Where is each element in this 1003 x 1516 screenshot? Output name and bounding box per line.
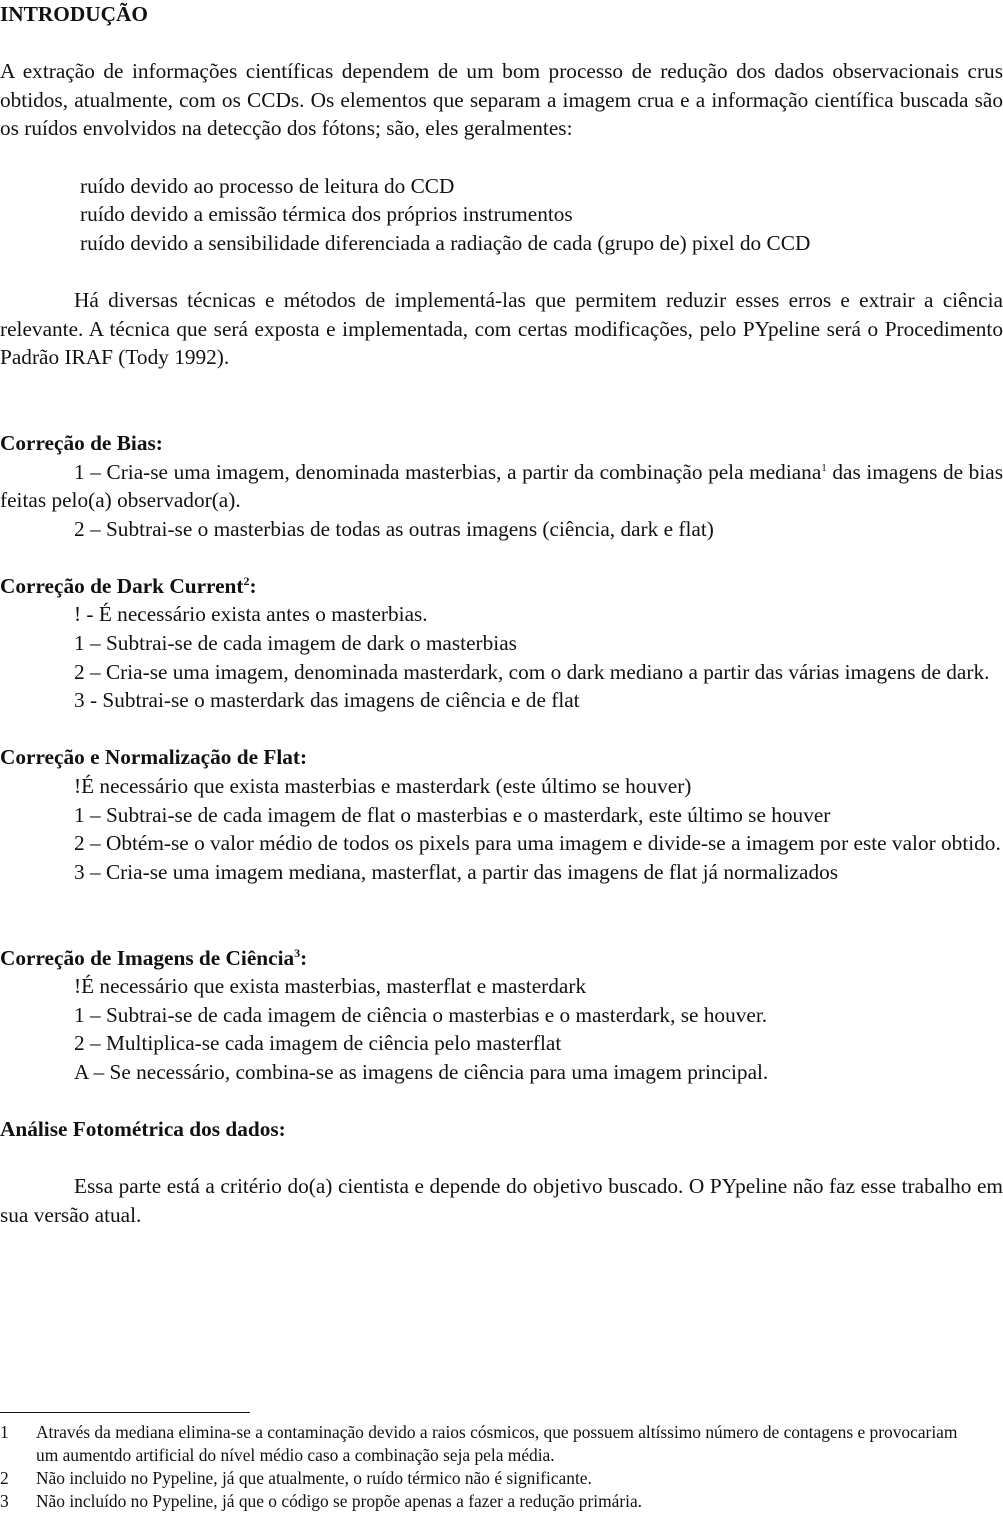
bias-step-text: 1 – Cria-se uma imagem, denominada masterbias, a partir da combinação pela mediana [74,459,822,484]
noise-list [0,172,1003,258]
footnote [0,1421,980,1467]
dark-step: 1 – Subtrai-se de cada imagem de dark o masterbias [74,631,517,656]
footnote-ref: 2 [243,573,250,588]
science-title-colon: : [300,945,308,970]
science-step: A – Se necessário, combina-se as imagens de ciência para uma imagem principal. [74,1059,769,1084]
intro-title: INTRODUÇÃO [0,2,148,26]
noise-item: ruído devido ao processo de leitura do CCD [80,173,455,198]
science-step: 2 – Multiplica-se cada imagem de ciência pelo masterflat [74,1031,562,1056]
photometry-title: Análise Fotométrica dos dados: [0,1117,286,1142]
footnote-number: 1 [0,1422,9,1442]
footnote-ref: 1 [821,461,827,474]
science-step: 1 – Subtrai-se de cada imagem de ciência o masterbias e o masterdark, se houver. [74,1002,768,1027]
photometry-paragraph: Essa parte está a critério do(a) cientista e depende do objetivo buscado. O PYpeline não faz esse trabalho em sua versão atual. [0,1174,1003,1227]
noise-item: ruído devido a emissão térmica dos próprios instrumentos [80,202,573,227]
bias-step: 2 – Subtrai-se o masterbias de todas as outras imagens (ciência, dark e flat) [74,516,714,541]
flat-step: 2 – Obtém-se o valor médio de todos os pixels para uma imagem e divide-se a imagem por este valor obtido. [74,831,1001,856]
dark-step: 2 – Cria-se uma imagem, denominada masterdark, com o dark mediano a partir das várias imagens de dark. [74,659,990,684]
intro-paragraph: A extração de informações científicas dependem de um bom processo de redução dos dados observacionais crus obtidos, atualmente, com os CCDs. Os elementos que separam a imagem crua e a informação científica buscada são os ruídos envolvidos na detecção dos fótons; são, eles geralmentes: [0,59,1003,141]
dark-title [0,572,1003,601]
footnote-number: 2 [0,1468,9,1488]
science-title-text: Correção de Imagens de Ciência [0,945,295,970]
flat-title: Correção e Normalização de Flat: [0,745,308,770]
dark-title-text: Correção de Dark Current [0,573,244,598]
science-step: !É necessário que exista masterbias, masterflat e masterdark [74,974,587,999]
bias-step-text-cont: das imagens de bias feitas pelo(a) observador(a). [0,459,1003,513]
intro-paragraph-2: Há diversas técnicas e métodos de implementá-las que permitem reduzir esses erros e extrair a ciência relevante. A técnica que será exposta e implementada, com certas modificações, pelo PYpeline será o Procedimento Padrão IRAF (Tody 1992). [0,287,1003,370]
footnote-ref: 3 [294,945,301,960]
science-title [0,944,1003,973]
noise-item: ruído devido a sensibilidade diferenciada a radiação de cada (grupo de) pixel do CCD [80,230,811,255]
footnote-text: Não incluído no Pypeline, já que o código se propõe apenas a fazer a redução primária. [36,1491,643,1511]
dark-title-colon: : [249,573,257,598]
footnote-number: 3 [0,1491,9,1511]
footnote-text: Através da mediana elimina-se a contaminação devido a raios cósmicos, que possuem altíssimo número de contagens e provocariam um aumentdo artificial do nível médio caso a combinação seja pela média. [36,1422,958,1465]
dark-step: 3 - Subtrai-se o masterdark das imagens de ciência e de flat [74,688,580,713]
flat-step: 1 – Subtrai-se de cada imagem de flat o masterbias e o masterdark, este último se houver [74,802,831,827]
footnotes [0,1421,980,1513]
bias-title: Correção de Bias: [0,430,163,455]
flat-step: 3 – Cria-se uma imagem mediana, masterflat, a partir das imagens de flat já normalizados [74,859,839,884]
dark-step: ! - É necessário exista antes o masterbias. [74,602,428,627]
footnote [0,1490,980,1513]
footnote-divider [0,1412,250,1413]
footnote [0,1467,980,1490]
bias-step [0,458,1003,515]
flat-step: !É necessário que exista masterbias e masterdark (este último se houver) [74,774,692,799]
footnote-text: Não incluido no Pypeline, já que atualmente, o ruído térmico não é significante. [36,1468,592,1488]
